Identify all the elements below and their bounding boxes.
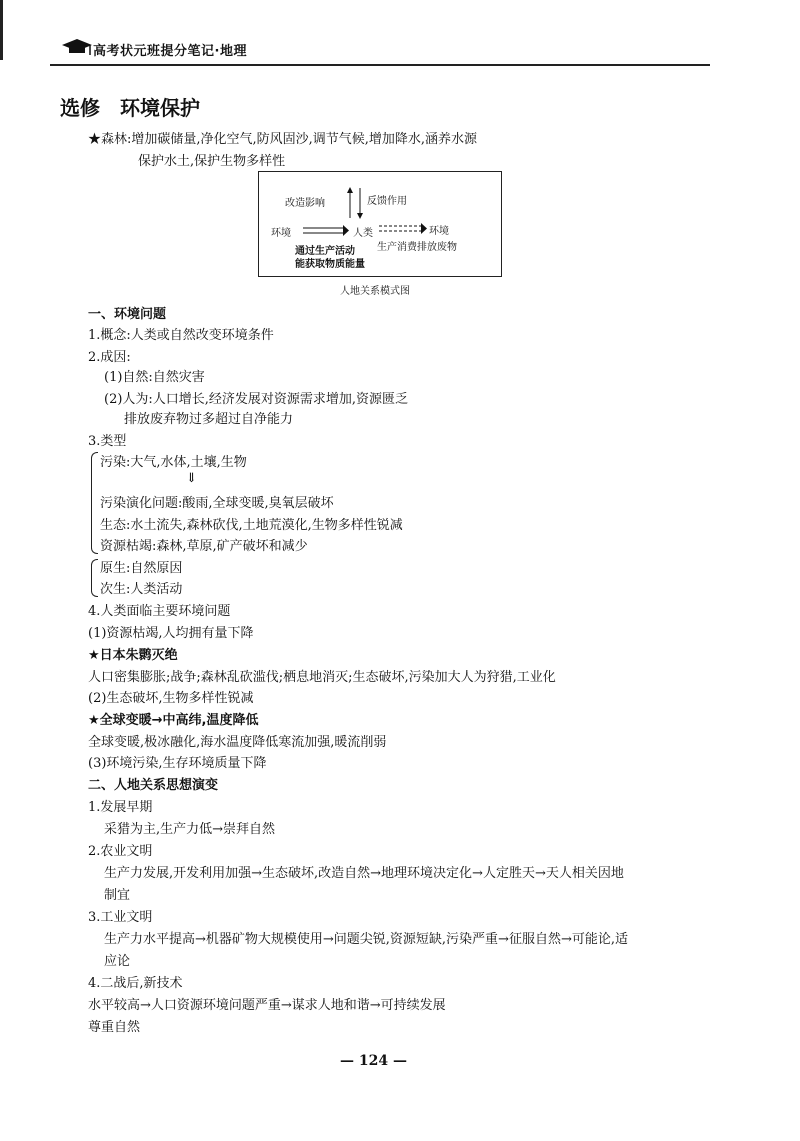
cause-natural: (1)自然:自然灾害 [104,370,205,385]
diagram-feedback-label: 反馈作用 [367,196,407,207]
type-brace [91,452,98,554]
dashed-right-arrow-icon [377,222,429,236]
type-pollution-evo: 污染演化问题:酸雨,全球变暖,臭氧层破坏 [100,496,334,511]
page-title: 选修 环境保护 [60,96,200,120]
concept-line: 1.概念:人类或自然改变环境条件 [88,328,274,343]
type-ecology: 生态:水土流失,森林砍伐,土地荒漠化,生物多样性锐减 [100,518,403,533]
diagram-obtain-2: 能获取物质能量 [295,259,365,270]
warming-heading: ★全球变暖→中高纬,温度降低 [88,713,259,728]
cause-human: (2)人为:人口增长,经济发展对资源需求增加,资源匮乏 [104,392,409,407]
stage-agri-detail: 生产力发展,开发利用加强→生态破坏,改造自然→地理环境决定化→人定胜天→天人相关因地 [104,866,624,881]
stage-ind-detail-2: 应论 [104,954,131,969]
down-arrow: ⇓ [186,471,197,486]
page-edge-mark [0,0,3,60]
diagram-env-left: 环境 [271,228,291,239]
header-title: 高考状元班提分笔记·地理 [93,44,247,59]
problem-2: (2)生态破坏,生物多样性锐减 [88,691,254,706]
cause-line: 2.成因: [88,350,131,365]
type-pollution: 污染:大气,水体,土壤,生物 [100,455,247,470]
stage-early: 1.发展早期 [88,800,153,815]
problem-3: (3)环境污染,生存环境质量下降 [88,756,267,771]
diagram-human: 人类 [353,228,373,239]
stage-postwar-detail: 水平较高→人口资源环境问题严重→谋求人地和谐→可持续发展 [88,998,446,1013]
section1-heading: 一、环境问题 [88,307,167,322]
diagram-obtain-1: 通过生产活动 [295,246,355,257]
updown-arrows-icon [345,186,367,220]
forest-line-2: 保护水土,保护生物多样性 [138,154,286,169]
type-resource: 资源枯竭:森林,草原,矿产破坏和减少 [100,539,308,554]
main-problems: 4.人类面临主要环境问题 [88,604,231,619]
ibis-detail: 人口密集膨胀;战争;森林乱砍滥伐;栖息地消灭;生态破坏,污染加大人为狩猎,工业化 [88,670,556,685]
human-land-diagram [258,171,502,277]
problem-1: (1)资源枯竭,人均拥有量下降 [88,626,254,641]
origin-secondary: 次生:人类活动 [100,582,183,597]
type-line: 3.类型 [88,434,127,449]
diagram-produce: 生产消费排放废物 [377,242,457,253]
origin-primary: 原生:自然原因 [100,561,183,576]
header-rule [50,64,710,66]
stage-postwar: 4.二战后,新技术 [88,976,183,991]
double-right-arrow-icon [301,224,351,238]
ibis-heading: ★日本朱鹮灭绝 [88,648,178,663]
stage-agri: 2.农业文明 [88,844,153,859]
stage-ind-detail: 生产力水平提高→机器矿物大规模使用→问题尖锐,资源短缺,污染严重→征服自然→可能论,适 [104,932,628,947]
forest-line-1: ★森林:增加碳储量,净化空气,防风固沙,调节气候,增加降水,涵养水源 [88,132,478,147]
diagram-caption: 人地关系模式图 [340,286,410,297]
respect-nature: 尊重自然 [88,1020,141,1035]
stage-ind: 3.工业文明 [88,910,153,925]
diagram-modify-label: 改造影响 [285,198,325,209]
section2-heading: 二、人地关系思想演变 [88,778,219,793]
diagram-env-right: 环境 [429,226,449,237]
graduation-cap-icon [60,36,94,58]
cause-human-2: 排放废弃物过多超过自净能力 [124,412,294,427]
warming-detail: 全球变暖,极冰融化,海水温度降低寒流加强,暖流削弱 [88,735,387,750]
stage-early-detail: 采猎为主,生产力低→崇拜自然 [104,822,276,837]
page-number: — 124 — [340,1053,407,1069]
stage-agri-detail-2: 制宜 [104,888,131,903]
origin-brace [91,559,98,597]
